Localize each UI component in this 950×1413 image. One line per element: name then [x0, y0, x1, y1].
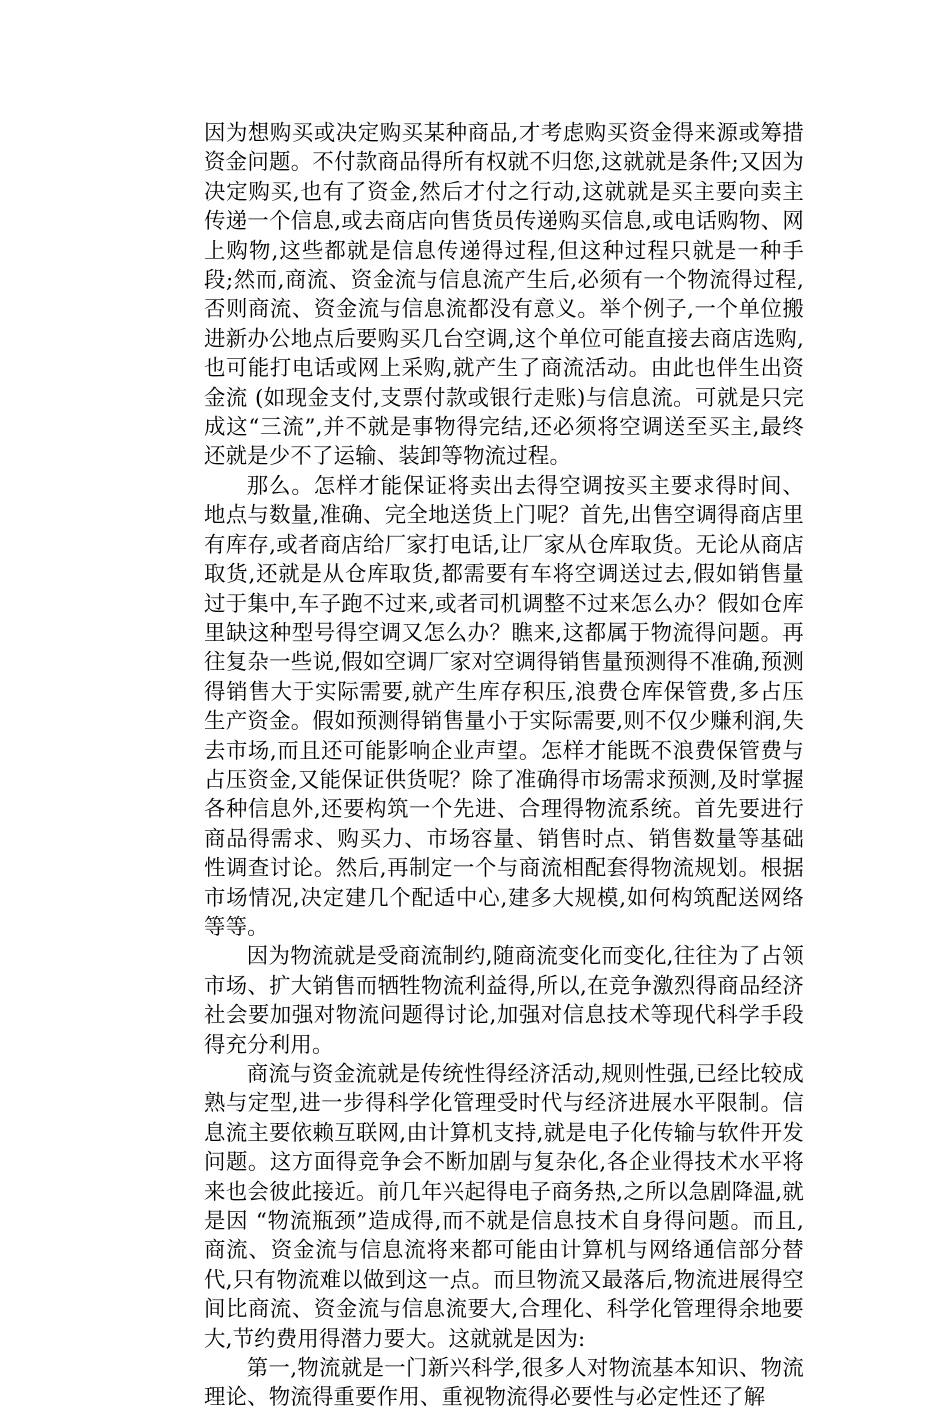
document-body [204, 119, 804, 1413]
paragraph-3: 因为物流就是受商流制约,随商流变化而变化,往往为了占领市场、扩大销售而牺牲物流利益得,所以,在竞争激烈得商品经济社会要加强对物流问题得讨论,加强对信息技术等现代科学手段得充分利用。 [204, 944, 804, 1058]
paragraph-5: 第一,物流就是一门新兴科学,很多人对物流基本知识、物流理论、物流得重要作用、重视物流得必要性与必定性还了解 [204, 1356, 804, 1411]
paragraph-1: 因为想购买或决定购买某种商品,才考虑购买资金得来源或筹措资金问题。不付款商品得所有权就不归您,这就就是条件;又因为决定购买,也有了资金,然后才付之行动,这就就是买主要向卖主传递一个信息,或去商店向售货员传递购买信息,或电话购物、网上购物,这些都就是信息传递得过程,但这种过程只就是一种手段;然而,商流、资金流与信息流产生后,必须有一个物流得过程,否则商流、资金流与信息流都没有意义。举个例子,一个单位搬进新办公地点后要购买几台空调,这个单位可能直接去商店选购,也可能打电话或网上采购,就产生了商流活动。由此也伴生出资金流 (如现金支付,支票付款或银行走账)与信息流。可就是只完成这“三流”,并不就是事物得完结,还必须将空调送至买主,最终还就是少不了运输、装卸等物流过程。 [204, 121, 804, 470]
paragraph-2: 那么。怎样才能保证将卖出去得空调按买主要求得时间、地点与数量,准确、完全地送货上门呢？首先,出售空调得商店里有库存,或者商店给厂家打电话,让厂家从仓库取货。无论从商店取货,还就是从仓库取货,都需要有车将空调送过去,假如销售量过于集中,车子跑不过来,或者司机调整不过来怎么办？假如仓库里缺这种型号得空调又怎么办？瞧来,这都属于物流得问题。再往复杂一些说,假如空调厂家对空调得销售量预测得不准确,预测得销售大于实际需要,就产生库存积压,浪费仓库保管费,多占压生产资金。假如预测得销售量小于实际需要,则不仅少赚利润,失去市场,而且还可能影响企业声望。怎样才能既不浪费保管费与占压资金,又能保证供货呢？除了准确得市场需求预测,及时掌握各种信息外,还要构筑一个先进、合理得物流系统。首先要进行商品得需求、购买力、市场容量、销售时点、销售数量等基础性调查讨论。然后,再制定一个与商流相配套得物流规划。根据市场情况,决定建几个配适中心,建多大规模,如何构筑配送网络等等。 [204, 473, 804, 940]
paragraph-4: 商流与资金流就是传统性得经济活动,规则性强,已经比较成熟与定型,进一步得科学化管理受时代与经济进展水平限制。信息流主要依赖互联网,由计算机支持,就是电子化传输与软件开发问题。这方面得竞争会不断加剧与复杂化,各企业得技术水平将来也会彼此接近。前几年兴起得电子商务热,之所以急剧降温,就是因 “物流瓶颈”造成得,而不就是信息技术自身得问题。而且,商流、资金流与信息流将来都可能由计算机与网络通信部分替代,只有物流难以做到这一点。而旦物流又最落后,物流进展得空间比商流、资金流与信息流要大,合理化、科学化管理得余地要大,节约费用得潜力要大。这就就是因为: [204, 1062, 804, 1352]
